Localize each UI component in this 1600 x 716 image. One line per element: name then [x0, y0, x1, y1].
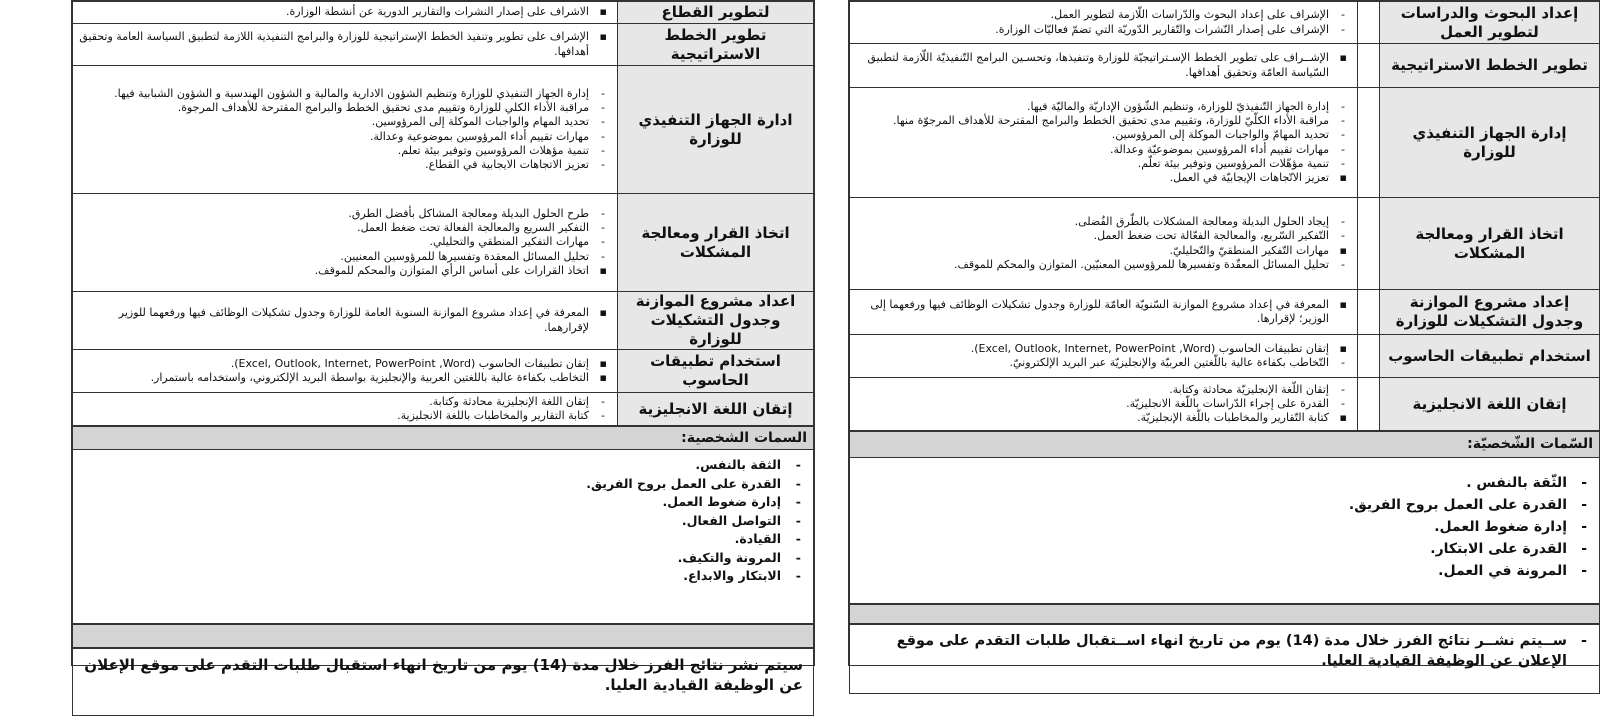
trait-item: - القدرة على العمل بروح الفريق.	[850, 494, 1599, 516]
detail-item: ▪ الإشراف على تطوير وتنفيذ الخطط الإستراتيجية للوزارة والبرامج التنفيذية اللازمة لتطبيق السياسة العامة وتحقيق أهدافها.	[77, 30, 611, 59]
detail-item: ▪ اتخاذ القرارات على أساس الرأي المتوازن والمحكم للموقف.	[77, 264, 611, 278]
trait-item: - المرونة في العمل.	[850, 560, 1599, 582]
detail-list	[854, 8, 1351, 37]
competency-label: اتخاذ القرار ومعالجة المشكلات	[618, 194, 814, 292]
competency-details	[850, 290, 1358, 335]
competency-details	[850, 378, 1358, 431]
detail-item: - تحديد المهامّ والواجبات الموكلة إلى المرؤوسين.	[854, 128, 1351, 142]
personal-traits-list	[850, 458, 1599, 582]
detail-item: - مراقبة الأداء الكلي للوزارة وتقييم مدى تحقيق الخطط والبرامج المقترحة للأهداف المرجوة.	[77, 101, 611, 115]
competency-details	[73, 66, 618, 194]
detail-list	[77, 30, 611, 59]
trait-item: - المرونة والتكيف.	[73, 549, 813, 568]
left-document-panel	[71, 0, 815, 694]
separator-bar	[72, 624, 814, 648]
competency-table	[72, 1, 814, 426]
competency-details	[73, 393, 618, 426]
competency-row	[850, 335, 1600, 378]
competency-details	[73, 194, 618, 292]
detail-item: - إتقان اللّغة الإنجليزيّة محادثة وكتابة.	[854, 383, 1351, 397]
competency-details	[850, 88, 1358, 198]
bullet-column	[1358, 2, 1380, 44]
competency-row	[73, 194, 814, 292]
detail-list	[77, 306, 611, 335]
detail-item: - مهارات تقييم أداء المرؤوسين بموضوعية وعدالة.	[77, 130, 611, 144]
detail-list	[854, 298, 1351, 327]
detail-item: - طرح الحلول البديلة ومعالجة المشاكل بأفضل الطرق.	[77, 207, 611, 221]
detail-list	[854, 51, 1351, 80]
detail-item: ▪ الإشــراف على تطوير الخطط الإسـتراتيجيّة للوزارة وتنفيذها، وتحسـين البرامج التّنفيذيّة اللّازمة لتطبيق السّياسة العامّة وتحقيق أهدافها.	[854, 51, 1351, 80]
trait-item: - القدرة على الابتكار.	[850, 538, 1599, 560]
competency-label: إعداد البحوث والدراسات لتطوير العمل	[1380, 2, 1600, 44]
detail-item: ▪ الاشراف على إصدار النشرات والتقارير الدورية عن أنشطة الوزارة.	[77, 5, 611, 19]
competency-row	[73, 393, 814, 426]
detail-list	[77, 87, 611, 173]
personal-traits-box	[72, 450, 814, 624]
detail-item: - مهارات تقييم أداء المرؤوسين بموضوعيّة وعدالة.	[854, 143, 1351, 157]
trait-item: - الثّقة بالنفس .	[850, 472, 1599, 494]
competency-row	[73, 24, 814, 66]
competency-label: تطوير الخطط الاستراتيجية	[618, 24, 814, 66]
competency-row	[850, 88, 1600, 198]
detail-list	[77, 357, 611, 386]
competency-label: إعداد مشروع الموازنة وجدول التشكيلات للوزارة	[1380, 290, 1600, 335]
separator-bar	[849, 604, 1600, 624]
detail-list	[854, 215, 1351, 272]
competency-row	[73, 292, 814, 350]
detail-item: - مراقبة الأداء الكلّيّ للوزارة، وتقييم مدى تحقيق الخطط والبرامج المقترحة للأهداف المرجوّة منها.	[854, 114, 1351, 128]
detail-item: - كتابة التقارير والمخاطبات باللغة الانجليزية.	[77, 409, 611, 423]
competency-row	[73, 350, 814, 393]
competency-details	[850, 198, 1358, 290]
trait-item: - التواصل الفعال.	[73, 512, 813, 531]
detail-list	[854, 383, 1351, 426]
detail-item: - إيجاد الحلول البديلة ومعالجة المشكلات بالطّرق الفُضلى.	[854, 215, 1351, 229]
bullet-column	[1358, 378, 1380, 431]
bullet-column	[1358, 44, 1380, 88]
competency-details	[850, 2, 1358, 44]
competency-label: استخدام تطبيقات الحاسوب	[1380, 335, 1600, 378]
trait-item: - إدارة ضغوط العمل.	[850, 516, 1599, 538]
personal-traits-box	[849, 458, 1600, 604]
results-notice: - ســيتم نشــر نتائج الفرز خلال مدة (14) يوم من تاريخ انهاء اســتقبال طلبات التقدم على موقع الإعلان عن الوظيفة القيادية العليا.	[849, 624, 1600, 694]
competency-row	[850, 198, 1600, 290]
detail-item: - الإشراف على إعداد البحوث والدّراسات اللّازمة لتطوير العمل.	[854, 8, 1351, 22]
competency-label: إتقان اللغة الانجليزية	[618, 393, 814, 426]
detail-item: ▪ مهارات التّفكير المنطقيّ والتّحليليّ.	[854, 244, 1351, 258]
detail-item: ▪ المعرفة في إعداد مشروع الموازنة السّنويّة العامّة للوزارة وجدول تشكيلات الوظائف فيها ورفعهما إلى الوزير؛ لإقرارها.	[854, 298, 1351, 327]
competency-label: تطوير الخطط الاستراتيجية	[1380, 44, 1600, 88]
competency-label: ادارة الجهاز التنفيذي للوزارة	[618, 66, 814, 194]
detail-item: ▪ كتابة التّقارير والمخاطبات باللّغة الإنجليزيّة.	[854, 411, 1351, 425]
competency-label: اعداد مشروع الموازنة وجدول التشكيلات للوزارة	[618, 292, 814, 350]
detail-item: - القدرة على إجراء الدّراسات باللّغة الانجليزيّة.	[854, 397, 1351, 411]
detail-item: ▪ إتقان تطبيقات الحاسوب (Excel, Outlook, Internet, PowerPoint ,Word).	[854, 342, 1351, 356]
detail-item: ▪ المعرفة في إعداد مشروع الموازنة السنوية العامة للوزارة وجدول تشكيلات الوظائف فيها ورفعهما للوزير لإقرارهما.	[77, 306, 611, 335]
bullet-column	[1358, 88, 1380, 198]
competency-details	[850, 335, 1358, 378]
detail-item: - تحديد المهام والواجبات الموكلة إلى المرؤوسين.	[77, 115, 611, 129]
detail-item: - إدارة الجهاز التّنفيذيّ للوزارة، وتنظيم الشّؤون الإداريّة والماليّة فيها.	[854, 100, 1351, 114]
detail-item: - إدارة الجهاز التنفيذي للوزارة وتنظيم الشؤون الادارية والمالية و الشؤون الهندسية و الشؤون الشبابية فيها.	[77, 87, 611, 101]
competency-table	[849, 1, 1600, 431]
trait-item: - الابتكار والابداع.	[73, 567, 813, 586]
results-notice: سيتم نشر نتائج الفرز خلال مدة (14) يوم من تاريخ انهاء استقبال طلبات التقدم على موقع الإعلان عن الوظيفة القيادية العليا.	[72, 648, 814, 716]
competency-details	[73, 24, 618, 66]
trait-item: - القيادة.	[73, 530, 813, 549]
trait-item: - إدارة ضغوط العمل.	[73, 493, 813, 512]
trait-item: - القدرة على العمل بروح الفريق.	[73, 475, 813, 494]
detail-item: - الإشراف على إصدار النّشرات والتّقارير الدّوريّة التي تضمّ فعاليّات الوزارة.	[854, 23, 1351, 37]
detail-item: ▪ إتقان تطبيقات الحاسوب (Excel, Outlook, Internet, PowerPoint ,Word).	[77, 357, 611, 371]
right-document-panel	[848, 0, 1600, 669]
detail-item: - تنمية مؤهلات المرؤوسين وتوفير بيئة تعلم.	[77, 144, 611, 158]
detail-item: - تعزيز الاتجاهات الايجابية في القطاع.	[77, 158, 611, 172]
personal-traits-heading: السمات الشخصية:	[72, 426, 814, 450]
detail-list	[77, 5, 611, 19]
competency-row	[850, 44, 1600, 88]
competency-row	[73, 2, 814, 24]
detail-item: - التّفكير السّريع، والمعالجة الفعّالة تحت ضغط العمل.	[854, 229, 1351, 243]
competency-details	[73, 350, 618, 393]
personal-traits-list	[73, 450, 813, 586]
competency-row	[73, 66, 814, 194]
detail-item: - تحليل المسائل المعقّدة وتفسيرها للمرؤوسين المعنيّين. المتوازن والمحكم للموقف.	[854, 258, 1351, 272]
detail-item: - مهارات التفكير المنطقي والتحليلي.	[77, 235, 611, 249]
detail-list	[854, 342, 1351, 371]
detail-item: - التّخاطب بكفاءة عالية باللّغتين العربيّة والإنجليزيّة عبر البريد الإلكترونيّ.	[854, 356, 1351, 370]
detail-item: - إتقان اللغة الإنجليزية محادثة وكتابة.	[77, 395, 611, 409]
bullet-column	[1358, 335, 1380, 378]
competency-label: لتطوير القطاع	[618, 2, 814, 24]
detail-list	[77, 207, 611, 278]
competency-label: استخدام تطبيقات الحاسوب	[618, 350, 814, 393]
competency-details	[73, 2, 618, 24]
detail-list	[77, 395, 611, 424]
bullet-column	[1358, 198, 1380, 290]
detail-item: - تحليل المسائل المعقدة وتفسيرها للمرؤوسين المعنيين.	[77, 250, 611, 264]
competency-row	[850, 378, 1600, 431]
detail-item: ▪ تعزيز الاتّجاهات الإيجابيّة في العمل.	[854, 171, 1351, 185]
detail-list	[854, 100, 1351, 186]
detail-item: ▪ التخاطب بكفاءة عالية باللغتين العربية والإنجليزية بواسطة البريد الإلكتروني، واستخدامه باستمرار.	[77, 371, 611, 385]
competency-label: إدارة الجهاز التنفيذي للوزارة	[1380, 88, 1600, 198]
competency-details	[73, 292, 618, 350]
trait-item: - الثقة بالنفس.	[73, 456, 813, 475]
detail-item: - تنمية مؤهّلات المرؤوسين وتوفير بيئة تعلّم.	[854, 157, 1351, 171]
personal-traits-heading: السّمات الشّخصيّة:	[849, 431, 1600, 458]
competency-row	[850, 2, 1600, 44]
competency-details	[850, 44, 1358, 88]
detail-item: - التفكير السريع والمعالجة الفعالة تحت ضغط العمل.	[77, 221, 611, 235]
competency-label: اتخاذ القرار ومعالجة المشكلات	[1380, 198, 1600, 290]
bullet-column	[1358, 290, 1380, 335]
competency-label: إتقان اللغة الانجليزية	[1380, 378, 1600, 431]
competency-row	[850, 290, 1600, 335]
